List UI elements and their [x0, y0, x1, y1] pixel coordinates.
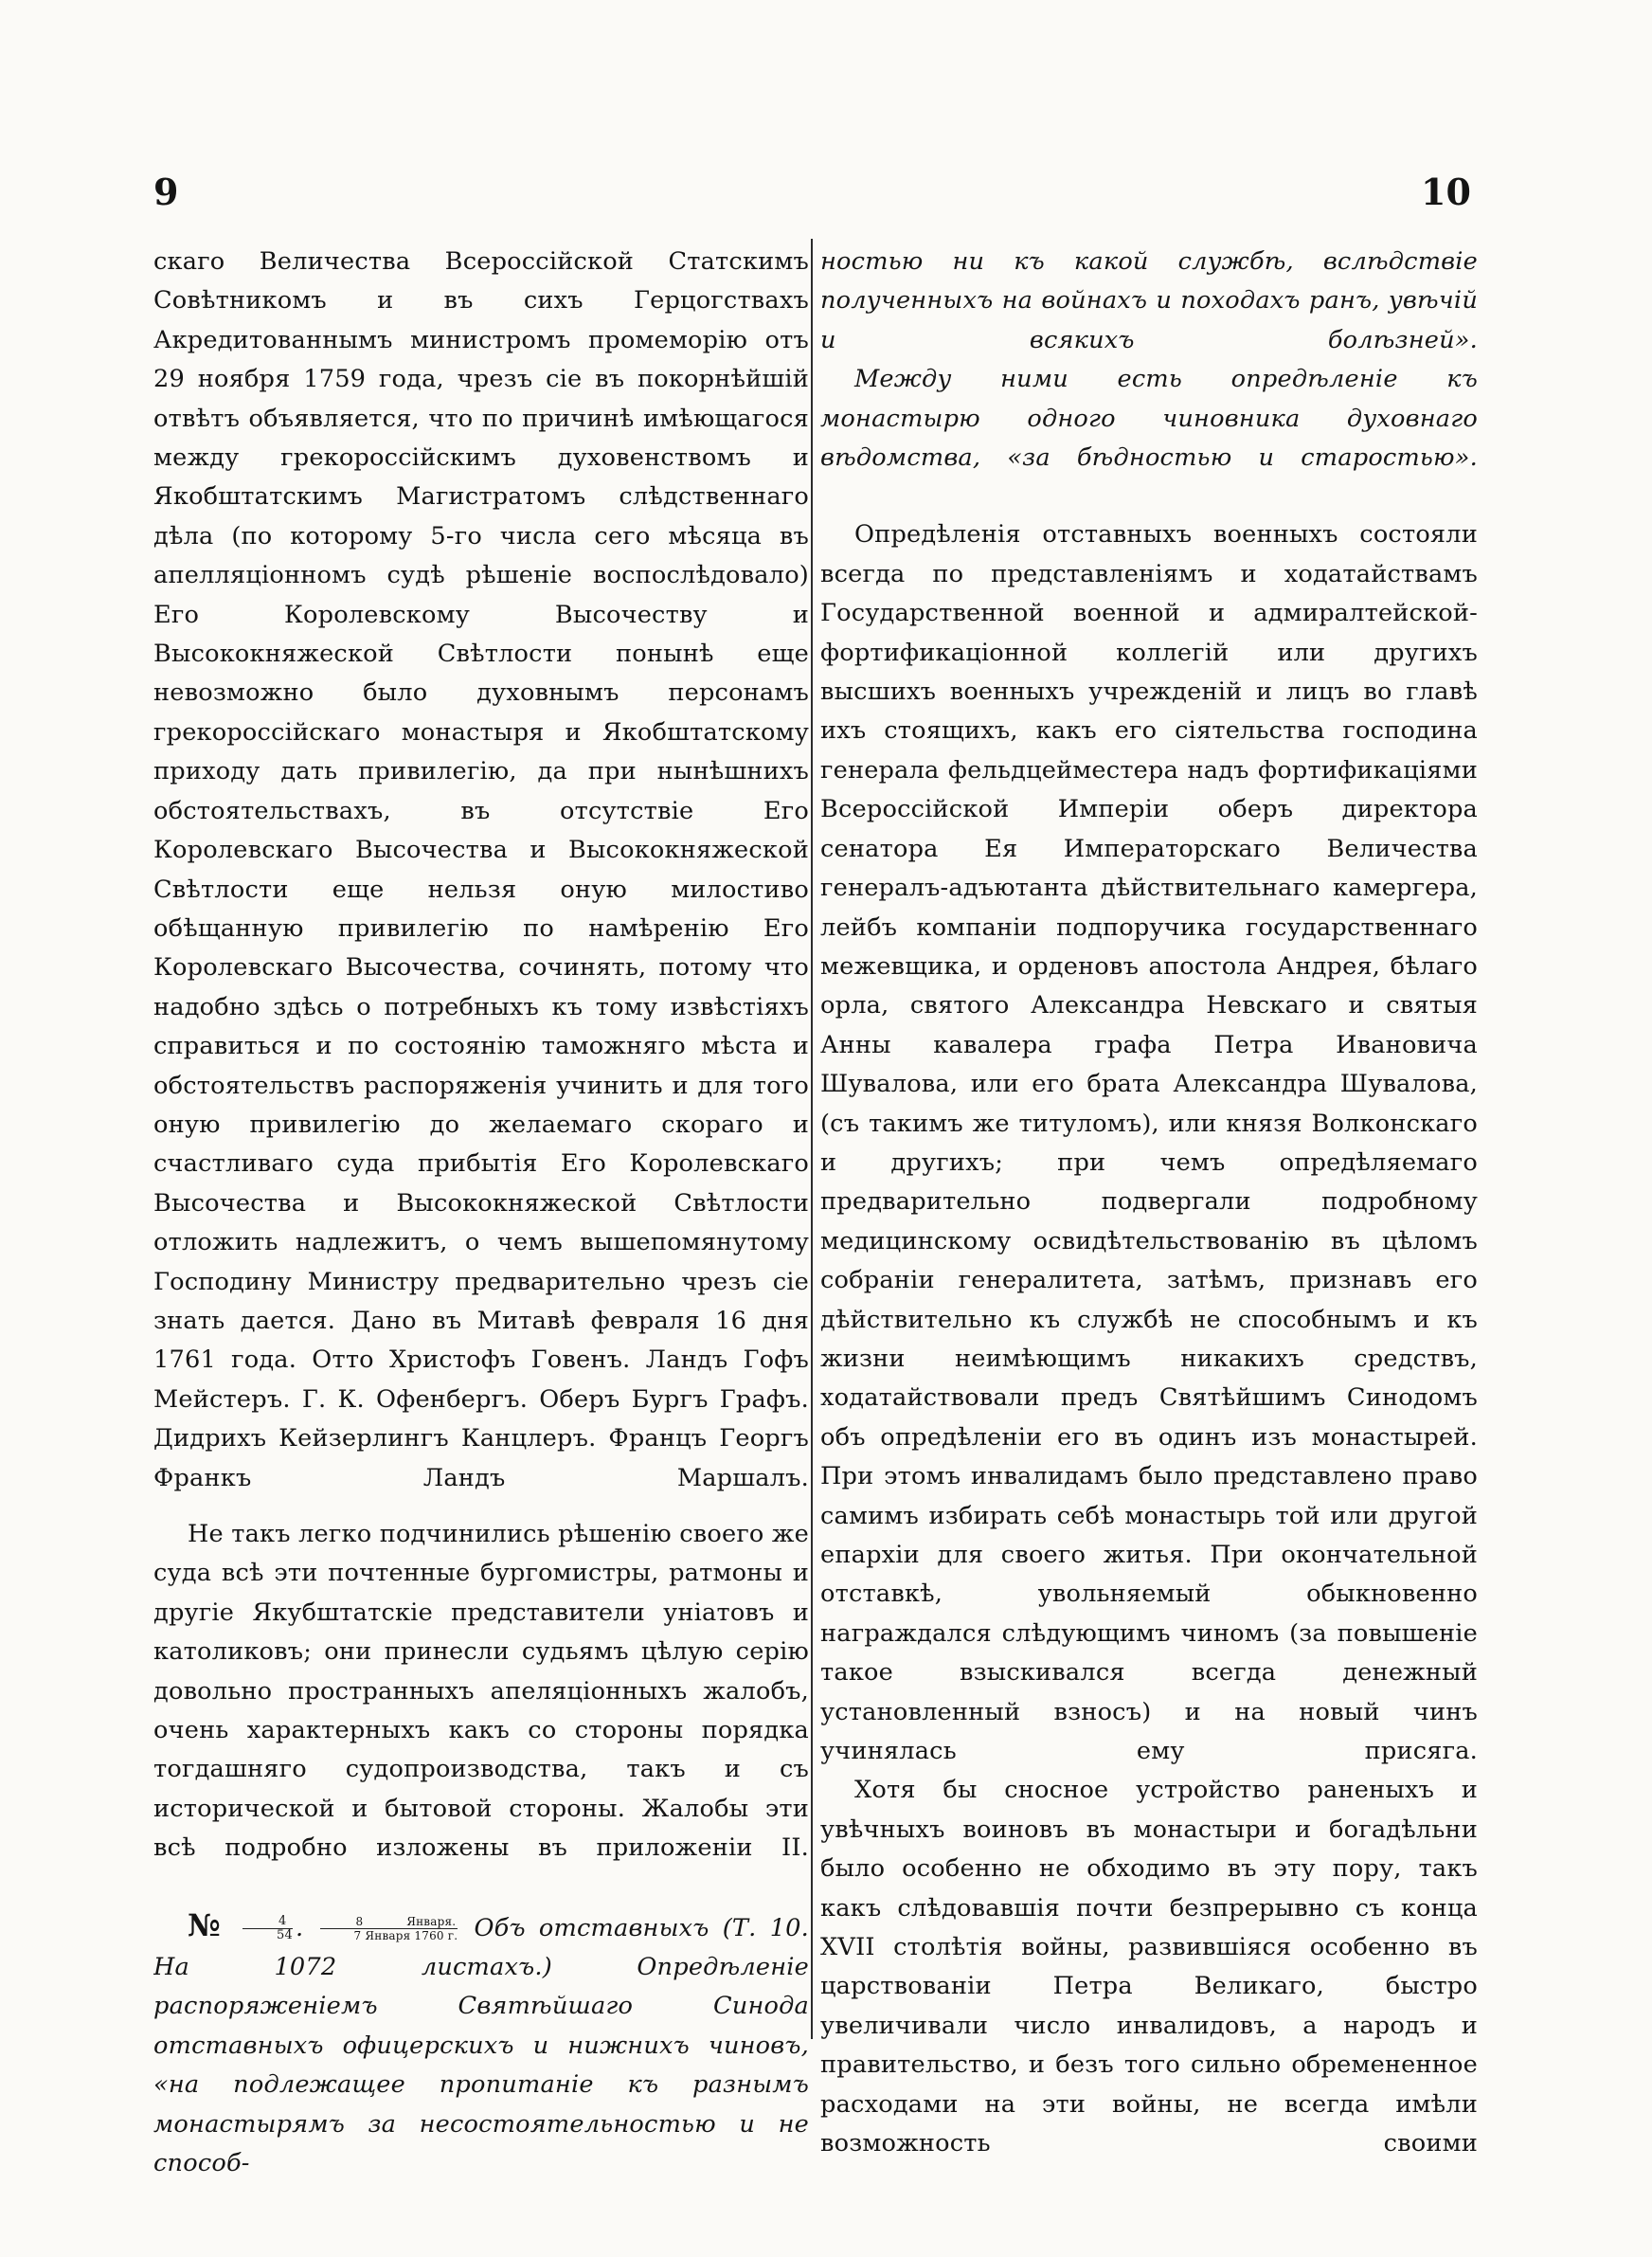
entry-number-bottom: 54 [277, 1928, 293, 1943]
entry-number-sign: № [188, 1906, 226, 1943]
right-entry-continuation: ностью ни къ какой службѣ, вслѣдствіе полученныхъ на войнахъ и походахъ ранъ, увѣчій и всякихъ болѣзней». [820, 247, 1478, 354]
column-divider [811, 239, 813, 2039]
entry-date-bottom: 7 Января 1760 г. [353, 1929, 458, 1943]
entry-number-fraction [242, 1915, 293, 1942]
right-note: Между ними есть опредѣленіе къ монастырю одного чиновника духовнаго вѣдомства, «за бѣдностью и старостью». [820, 365, 1478, 473]
right-paragraph-2: Хотя бы сносное устройство раненыхъ и увѣчныхъ воиновъ въ монастыри и богадѣльни было особенно не обходимо въ эту пору, такъ какъ слѣдовавшія почти безпрерывно съ конца XVII столѣтія войны, развившіяся особенно въ царствованіи Петра Великаго, быстро увеличивали число инвалидовъ, а народъ и правительство, и безъ того сильно обремененное расходами на эти войны, не всегда имѣли возможность своими [820, 1776, 1478, 2158]
page-number-left: 9 [153, 171, 179, 213]
left-column [153, 243, 809, 2218]
right-column [820, 243, 1478, 2218]
page-number-right: 10 [1421, 171, 1471, 213]
entry-number-top: 4 [242, 1915, 293, 1929]
left-paragraph-1: скаго Величества Всероссійской Статскимъ Совѣтникомъ и въ сихъ Герцогствахъ Акредитованнымъ министромъ промеморію отъ 29 ноября 1759 года, чрезъ сіе въ покорнѣйшій отвѣтъ объявляется, что по причинѣ имѣющагося между грекороссійскимъ духовенствомъ и Якобштатскимъ Магистратомъ слѣдственнаго дѣла (по которому 5-го числа сего мѣсяца въ апелляціонномъ судѣ рѣшеніе воспослѣдовало) Его Королевскому Высочеству и Высококняжеской Свѣтлости понынѣ еще невозможно было духовнымъ персонамъ грекороссійскаго монастыря и Якобштатскому приходу дать привилегію, да при нынѣшнихъ обстоятельствахъ, въ отсутствіе Его Королевскаго Высочества и Высококняжеской Свѣтлости еще нельзя оную милостиво обѣщанную привилегію по намѣренію Его Королевскаго Высочества, сочинять, потому что надобно здѣсь о потребныхъ къ тому извѣстіяхъ справиться и по состоянію таможняго мѣста и обстоятельствъ распоряженія учинить и для того оную привилегію до желаемаго скораго и счастливаго суда прибытія Его Королевскаго Высочества и Высококняжеской Свѣтлости отложить надлежитъ, о чемъ вышепомянутому Господину Министру предварительно чрезъ сіе знать дается. Дано въ Митавѣ февраля 16 дня 1761 года. Отто Христофъ Говенъ. Ландъ Гофъ Мейстеръ. Г. К. Офенбергъ. Оберъ Бургъ Графъ. Дидрихъ Кейзерлингъ Канцлеръ. Францъ Георгъ Франкъ Ландъ Маршалъ. [153, 247, 809, 1492]
archive-entry: № $\frac{4}{54}$ . $\frac{\text{8 Января.}}{\text{7 Января 1760 г.}}$ Объ отставныхъ (Т. 10. На 1072 листахъ.) Опредѣленіе распоряженіемъ Святѣйшаго Синода отставныхъ офицерскихъ и нижнихъ чиновъ, «на подлежащее пропитаніе къ разнымъ монастырямъ за несостоятельностью и не способ- [153, 1906, 809, 2178]
left-paragraph-2: Не такъ легко подчинились рѣшенію своего же суда всѣ эти почтенные бургомистры, ратмоны и другіе Якубштатскіе представители уніатовъ и католиковъ; они принесли судьямъ цѣлую серію довольно пространныхъ апеляціонныхъ жалобъ, очень характерныхъ какъ со стороны порядка тогдашняго судопроизводства, такъ и съ исторической и бытовой стороны. Жалобы эти всѣ подробно изложены въ приложеніи II. [153, 1520, 809, 1863]
right-paragraph-1: Опредѣленія отставныхъ военныхъ состояли всегда по представленіямъ и ходатайствамъ Государственной военной и адмиралтейской-фортификаціонной коллегій или другихъ высшихъ военныхъ учрежденій и лицъ во главѣ ихъ стоящихъ, какъ его сіятельства господина генерала фельдцейместера надъ фортификаціями Всероссійской Имперіи оберъ директора сенатора Ея Императорскаго Величества генералъ-адъютанта дѣйствительнаго камергера, лейбъ компаніи подпоручика государственнаго межевщика, и орденовъ апостола Андрея, бѣлаго орла, святого Александра Невскаго и святыя Анны кавалера графа Петра Ивановича Шувалова, или его брата Александра Шувалова, (съ такимъ же титуломъ), или князя Волконскаго и другихъ; при чемъ опредѣляемаго предварительно подвергали подробному медицинскому освидѣтельствованію въ цѣломъ собраніи генералитета, затѣмъ, признавъ его дѣйствительно къ службѣ не способнымъ и къ жизни неимѣющимъ никакихъ средствъ, ходатайствовали предъ Святѣйшимъ Синодомъ объ опредѣленіи его въ одинъ изъ монастырей. При этомъ инвалидамъ было представлено право самимъ избирать себѣ монастырь той или другой епархіи для своего житья. При окончательной отставкѣ, увольняемый обыкновенно награждался слѣдующимъ чиномъ (за повышеніе такое взыскивался всегда денежный установленный взносъ) и на новый чинъ учинялась ему присяга. [820, 520, 1478, 1766]
entry-text: Объ отставныхъ (Т. 10. На 1072 листахъ.) Опредѣленіе распоряженіемъ Святѣйшаго Синода отставныхъ офицерскихъ и нижнихъ чиновъ, «на подлежащее пропитаніе къ разнымъ монастырямъ за несостоятельностью и не способ- [153, 1913, 809, 2178]
entry-date-fraction [320, 1915, 458, 1942]
entry-date-top: 8 Января. [320, 1915, 458, 1929]
